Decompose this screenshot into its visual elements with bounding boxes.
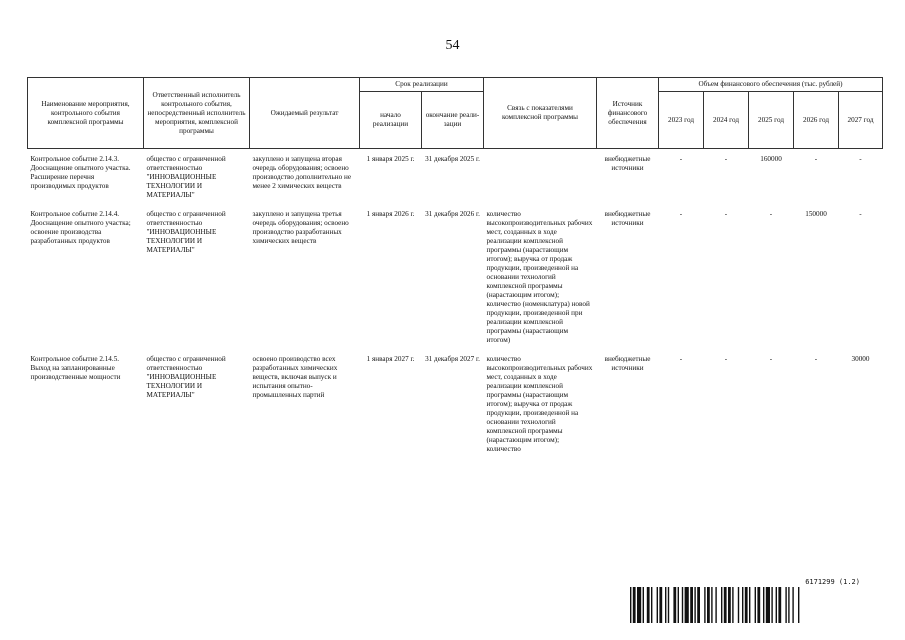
- cell-value-2026: 150000: [805, 210, 827, 218]
- barcode-block: [630, 578, 880, 628]
- measures-table: [27, 77, 883, 456]
- header-year-2024: 2024 год: [704, 92, 749, 149]
- cell-value-2027: -: [859, 155, 862, 163]
- header-period-group: Срок реализации: [360, 78, 484, 92]
- header-indicators: Связь с показателями комплексной программы: [484, 78, 597, 149]
- cell-executor: общество с ограниченной ответственностью "ИННОВАЦИОННЫЕ ТЕХНОЛОГИИ И МАТЕРИАЛЫ": [146, 155, 226, 199]
- header-year-2026: 2026 год: [794, 92, 839, 149]
- cell-value-2024: -: [724, 210, 728, 218]
- header-period-end: окончание реали-зации: [422, 92, 484, 149]
- cell-source: внебюджетные источники: [604, 155, 651, 172]
- barcode-number: 6171299 (1.2): [805, 578, 860, 586]
- cell-indicators: [484, 149, 597, 203]
- cell-value-2025: -: [769, 355, 773, 363]
- cell-source: внебюджетные источники: [604, 355, 651, 372]
- barcode-icon: [630, 587, 880, 623]
- cell-name: Контрольное событие 2.14.4. Дооснащение опытного участка; освоение производства разработанных продуктов: [30, 210, 131, 245]
- cell-value-2024: -: [724, 355, 728, 363]
- cell-value-2023: -: [679, 155, 683, 163]
- cell-end: 31 декабря 2025 г.: [425, 155, 480, 163]
- cell-value-2023: -: [679, 355, 683, 363]
- cell-indicators: количество высокопроизводительных рабочих мест, созданных в ходе реализации комплексной программы (нарастающим итогом); выручка от продаж продукции, произведенной на основании технологий комплексной программы (нарастающим итогом); количество: [486, 355, 593, 453]
- page-number: 54: [445, 38, 460, 53]
- cell-executor: общество с ограниченной ответственностью "ИННОВАЦИОННЫЕ ТЕХНОЛОГИИ И МАТЕРИАЛЫ": [146, 210, 226, 254]
- cell-name: Контрольное событие 2.14.3. Дооснащение опытного участка. Расширение перечня производимых продуктов: [30, 155, 131, 190]
- cell-result: освоено производство всех разработанных химических веществ, включая выпуск и испытания опытно-промышленных партий: [252, 355, 338, 399]
- cell-value-2024: -: [724, 155, 728, 163]
- cell-value-2026: -: [814, 355, 818, 363]
- cell-value-2027: -: [859, 210, 862, 218]
- header-year-2027: 2027 год: [839, 92, 883, 149]
- header-executor: Ответственный исполнитель контрольного события, непосредственный исполнитель мероприятия, комплексной программы: [144, 78, 250, 149]
- header-year-2025: 2025 год: [749, 92, 794, 149]
- cell-executor: общество с ограниченной ответственностью "ИННОВАЦИОННЫЕ ТЕХНОЛОГИИ И МАТЕРИАЛЫ": [146, 355, 226, 399]
- header-source: Источник финансового обеспечения: [597, 78, 659, 149]
- header-year-2023: 2023 год: [659, 92, 704, 149]
- header-name: Наименование мероприятия, контрольного события комплексной программы: [28, 78, 144, 149]
- cell-start: 1 января 2027 г.: [366, 355, 415, 363]
- cell-start: 1 января 2025 г.: [366, 155, 415, 163]
- cell-start: 1 января 2026 г.: [366, 210, 415, 218]
- header-finance-group: Объем финансового обеспечения (тыс. рублей): [659, 78, 883, 92]
- cell-value-2025: -: [769, 210, 773, 218]
- cell-source: внебюджетные источники: [604, 210, 651, 227]
- header-period-start: начало реализации: [360, 92, 422, 149]
- cell-value-2026: -: [814, 155, 818, 163]
- cell-value-2023: -: [679, 210, 683, 218]
- cell-name: Контрольное событие 2.14.5. Выход на запланированные производственные мощности: [30, 355, 121, 381]
- cell-end: 31 декабря 2027 г.: [425, 355, 480, 363]
- cell-value-2025: 160000: [760, 155, 782, 163]
- table-row: [28, 202, 883, 347]
- header-result: Ожидаемый результат: [250, 78, 360, 149]
- cell-result: закуплено и запущена вторая очередь оборудования; освоено производство дополнительно не менее 2 химических веществ: [252, 155, 352, 190]
- program-table: [27, 77, 882, 456]
- table-row: [28, 347, 883, 456]
- cell-value-2027: 30000: [851, 355, 870, 363]
- cell-result: закуплено и запущена третья очередь оборудования; освоено производство разработанных химических веществ: [252, 210, 349, 245]
- cell-indicators: количество высокопроизводительных рабочих мест, созданных в ходе реализации комплексной программы (нарастающим итогом); выручка от продаж продукции, произведенной на основании технологий комплексной программы (нарастающим итогом); количество (номенклатура) новой продукции, произведенной при реализации комплексной программы (нарастающим итогом): [486, 210, 593, 344]
- cell-end: 31 декабря 2026 г.: [425, 210, 480, 218]
- table-row: [28, 149, 883, 203]
